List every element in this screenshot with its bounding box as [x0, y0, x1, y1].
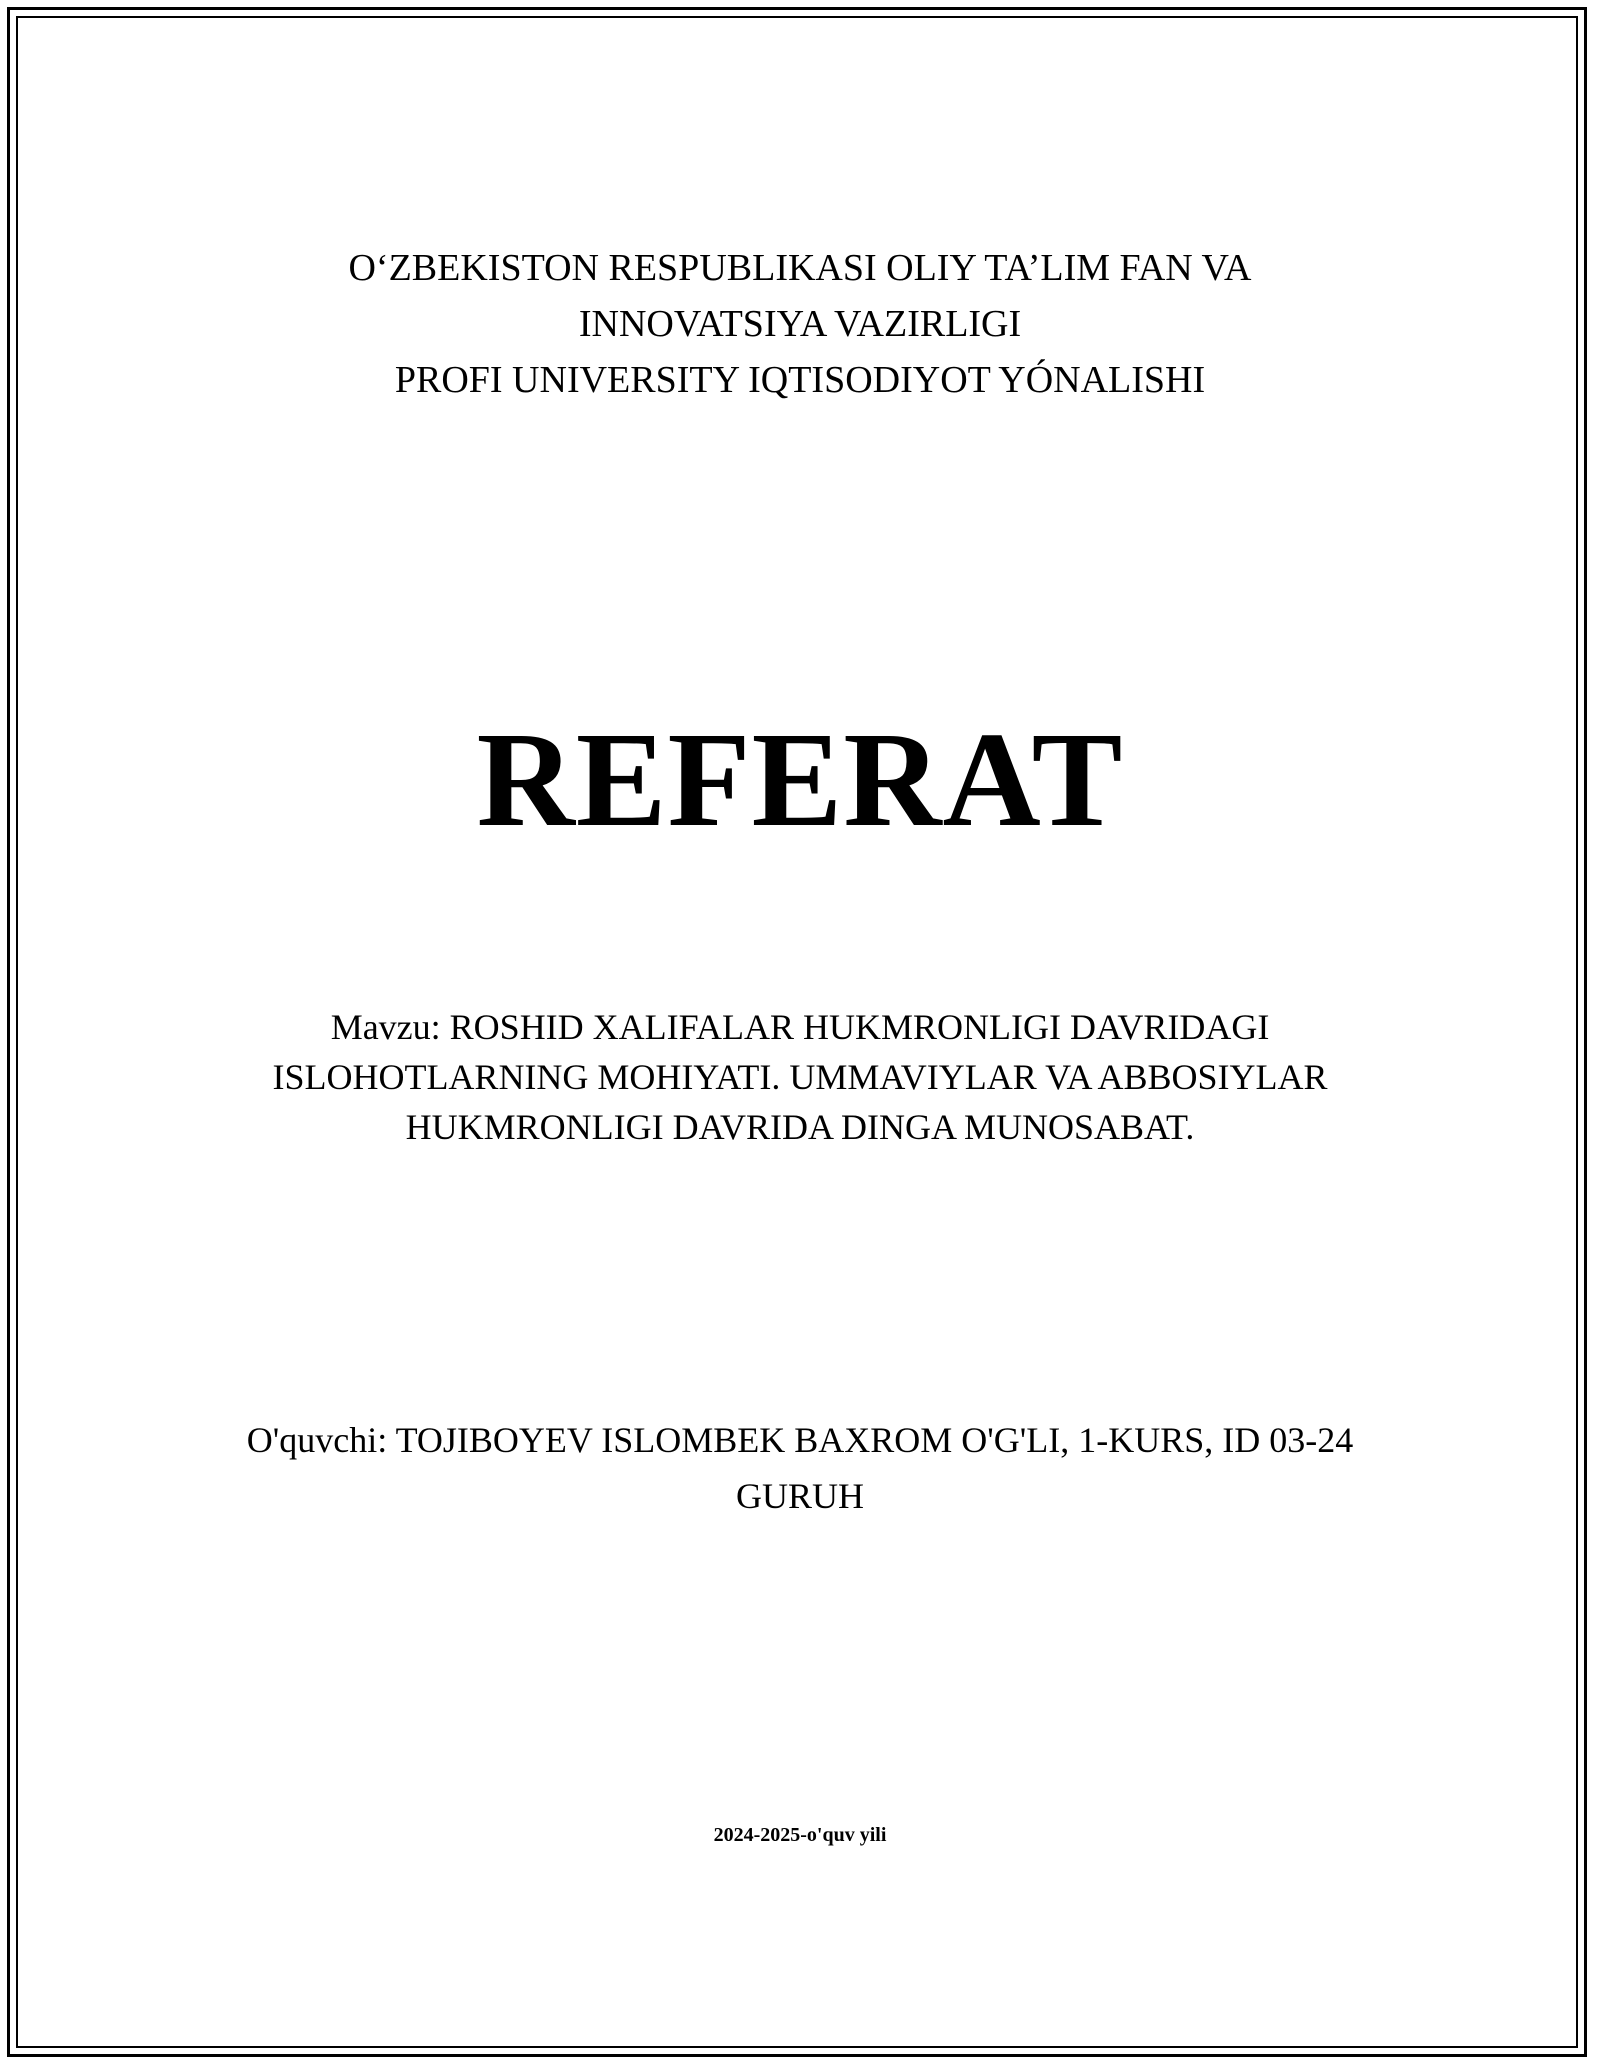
topic-line: HUKMRONLIGI DAVRIDA DINGA MUNOSABAT. [405, 1107, 1195, 1147]
document-title: REFERAT [476, 705, 1124, 855]
topic-line: ISLOHOTLARNING MOHIYATI. UMMAVIYLAR VA ABBOSIYLAR [272, 1057, 1328, 1097]
student-line: O'quvchi: TOJIBOYEV ISLOMBEK BAXROM O'G'LI, 1-KURS, ID 03-24 [246, 1420, 1354, 1460]
header-line: PROFI UNIVERSITY IQTISODIYOT YÓNALISHI [394, 359, 1206, 401]
header-line: O‘ZBEKISTON RESPUBLIKASI OLIY TA’LIM FAN VA [348, 247, 1252, 289]
topic-line: Mavzu: ROSHID XALIFALAR HUKMRONLIGI DAVRIDAGI [330, 1007, 1270, 1047]
header-line: INNOVATSIYA VAZIRLIGI [578, 303, 1022, 345]
topic-block [0, 1002, 1600, 1152]
academic-year: 2024-2025-o'quv yili [713, 1824, 887, 1846]
institution-header [0, 240, 1600, 408]
student-block [0, 1412, 1600, 1524]
student-line: GURUH [735, 1476, 864, 1516]
